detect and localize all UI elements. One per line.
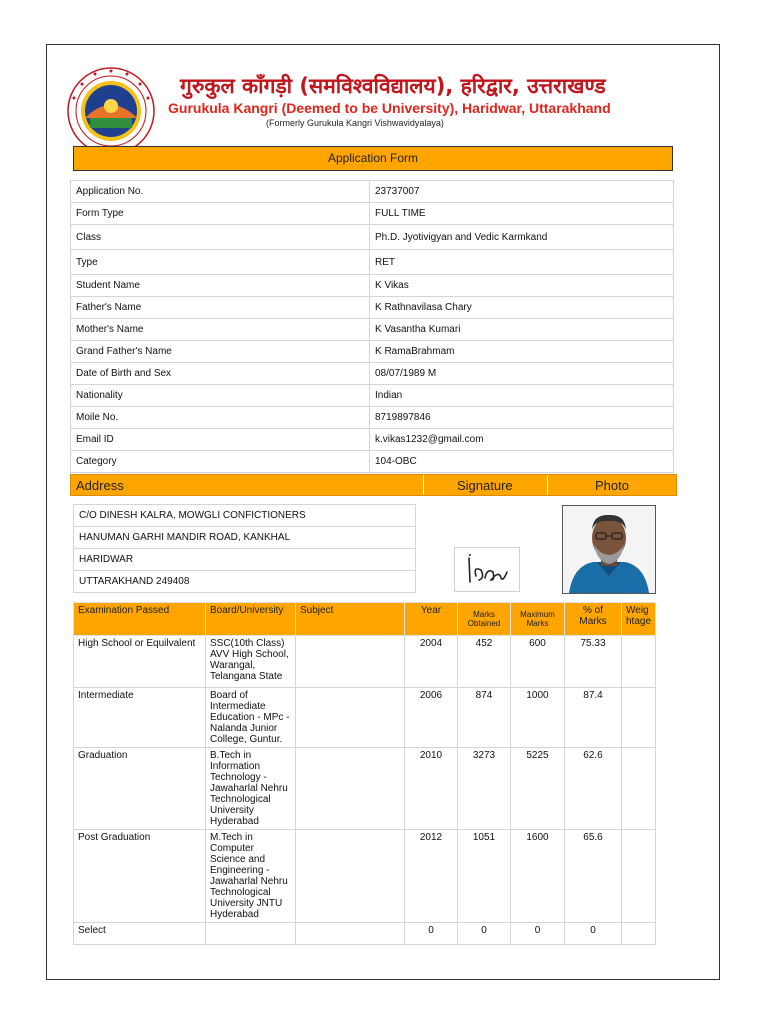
info-row (71, 297, 674, 319)
info-value: K Rathnavilasa Chary (370, 297, 674, 319)
col-weightage-header: Weig htage (622, 603, 656, 636)
info-row (71, 203, 674, 225)
year-cell: 2012 (405, 830, 458, 923)
info-row (71, 429, 674, 451)
col-max-marks-header: Maximum Marks (511, 603, 565, 636)
info-row (71, 341, 674, 363)
info-label: Class (71, 225, 370, 250)
info-row (71, 319, 674, 341)
info-value: 23737007 (370, 181, 674, 203)
weightage-cell (622, 636, 656, 688)
info-label: Student Name (71, 275, 370, 297)
address-section-header (70, 474, 677, 496)
formerly-name: (Formerly Gurukula Kangri Vishwavidyalaya) (266, 118, 444, 128)
table-row (74, 748, 656, 830)
percent-cell: 0 (565, 923, 622, 945)
exam-cell: Intermediate (74, 688, 206, 748)
info-row (71, 181, 674, 203)
info-label: Form Type (71, 203, 370, 225)
info-value: FULL TIME (370, 203, 674, 225)
col-board-header: Board/University (206, 603, 296, 636)
weightage-cell (622, 830, 656, 923)
address-line: C/O DINESH KALRA, MOWGLI CONFICTIONERS (74, 505, 416, 527)
address-line: HANUMAN GARHI MANDIR ROAD, KANKHAL (74, 527, 416, 549)
info-label: Category (71, 451, 370, 473)
year-cell: 0 (405, 923, 458, 945)
photo-heading: Photo (595, 478, 629, 493)
exam-cell: Graduation (74, 748, 206, 830)
info-row (71, 275, 674, 297)
percent-cell: 75.33 (565, 636, 622, 688)
info-label: Grand Father's Name (71, 341, 370, 363)
subject-cell (296, 688, 405, 748)
info-value: 08/07/1989 M (370, 363, 674, 385)
board-cell: M.Tech in Computer Science and Engineering - Jawaharlal Nehru Technological University JNTU Hyderabad (206, 830, 296, 923)
max-cell: 1000 (511, 688, 565, 748)
year-cell: 2006 (405, 688, 458, 748)
applicant-photo (562, 505, 656, 594)
info-value: K Vasantha Kumari (370, 319, 674, 341)
board-cell: Board of Intermediate Education - MPc - Nalanda Junior College, Guntur. (206, 688, 296, 748)
subject-cell (296, 923, 405, 945)
info-value: Indian (370, 385, 674, 407)
year-cell: 2004 (405, 636, 458, 688)
obtained-cell: 452 (458, 636, 511, 688)
board-cell: SSC(10th Class) AVV High School, Warangal, Telangana State (206, 636, 296, 688)
info-value: RET (370, 250, 674, 275)
info-value: Ph.D. Jyotivigyan and Vedic Karmkand (370, 225, 674, 250)
board-cell: B.Tech in Information Technology - Jawaharlal Nehru Technological University Hyderabad (206, 748, 296, 830)
weightage-cell (622, 923, 656, 945)
info-value: K RamaBrahmam (370, 341, 674, 363)
table-row (74, 923, 656, 945)
address-table (73, 504, 416, 593)
exam-cell: Post Graduation (74, 830, 206, 923)
weightage-cell (622, 748, 656, 830)
info-row (71, 407, 674, 429)
year-cell: 2010 (405, 748, 458, 830)
signature-heading: Signature (457, 478, 513, 493)
exam-cell: Select (74, 923, 206, 945)
university-english-title: Gurukula Kangri (Deemed to be University), Haridwar, Uttarakhand (168, 100, 611, 116)
info-label: Application No. (71, 181, 370, 203)
subject-cell (296, 748, 405, 830)
info-label: Nationality (71, 385, 370, 407)
info-row (71, 250, 674, 275)
percent-cell: 65.6 (565, 830, 622, 923)
col-exam-header: Examination Passed (74, 603, 206, 636)
col-year-header: Year (405, 603, 458, 636)
info-value: k.vikas1232@gmail.com (370, 429, 674, 451)
applicant-info-table (70, 180, 674, 473)
max-cell: 600 (511, 636, 565, 688)
education-table (73, 602, 656, 945)
info-label: Email ID (71, 429, 370, 451)
subject-cell (296, 636, 405, 688)
obtained-cell: 1051 (458, 830, 511, 923)
university-hindi-title: गुरुकुल काँगड़ी (समविश्वविद्यालय), हरिद्वार, उत्तराखण्ड (180, 74, 606, 98)
table-row (74, 830, 656, 923)
col-subject-header: Subject (296, 603, 405, 636)
table-row (74, 636, 656, 688)
application-form-title: Application Form (73, 146, 673, 171)
info-label: Mother's Name (71, 319, 370, 341)
info-row (71, 385, 674, 407)
weightage-cell (622, 688, 656, 748)
obtained-cell: 0 (458, 923, 511, 945)
info-row (71, 451, 674, 473)
table-row (74, 688, 656, 748)
obtained-cell: 874 (458, 688, 511, 748)
address-line: UTTARAKHAND 249408 (74, 571, 416, 593)
address-line: HARIDWAR (74, 549, 416, 571)
info-value: 104-OBC (370, 451, 674, 473)
percent-cell: 87.4 (565, 688, 622, 748)
address-heading: Address (76, 478, 124, 493)
col-marks-obtained-header: Marks Obtained (458, 603, 511, 636)
board-cell (206, 923, 296, 945)
info-value: K Vikas (370, 275, 674, 297)
percent-cell: 62.6 (565, 748, 622, 830)
exam-cell: High School or Equilvalent (74, 636, 206, 688)
info-label: Father's Name (71, 297, 370, 319)
max-cell: 1600 (511, 830, 565, 923)
max-cell: 5225 (511, 748, 565, 830)
signature-image (454, 547, 520, 592)
col-percent-header: % of Marks (565, 603, 622, 636)
education-header-row (74, 603, 656, 636)
subject-cell (296, 830, 405, 923)
max-cell: 0 (511, 923, 565, 945)
info-label: Date of Birth and Sex (71, 363, 370, 385)
info-label: Moile No. (71, 407, 370, 429)
university-seal-logo (66, 66, 156, 156)
obtained-cell: 3273 (458, 748, 511, 830)
info-row (71, 225, 674, 250)
info-value: 8719897846 (370, 407, 674, 429)
info-label: Type (71, 250, 370, 275)
info-row (71, 363, 674, 385)
